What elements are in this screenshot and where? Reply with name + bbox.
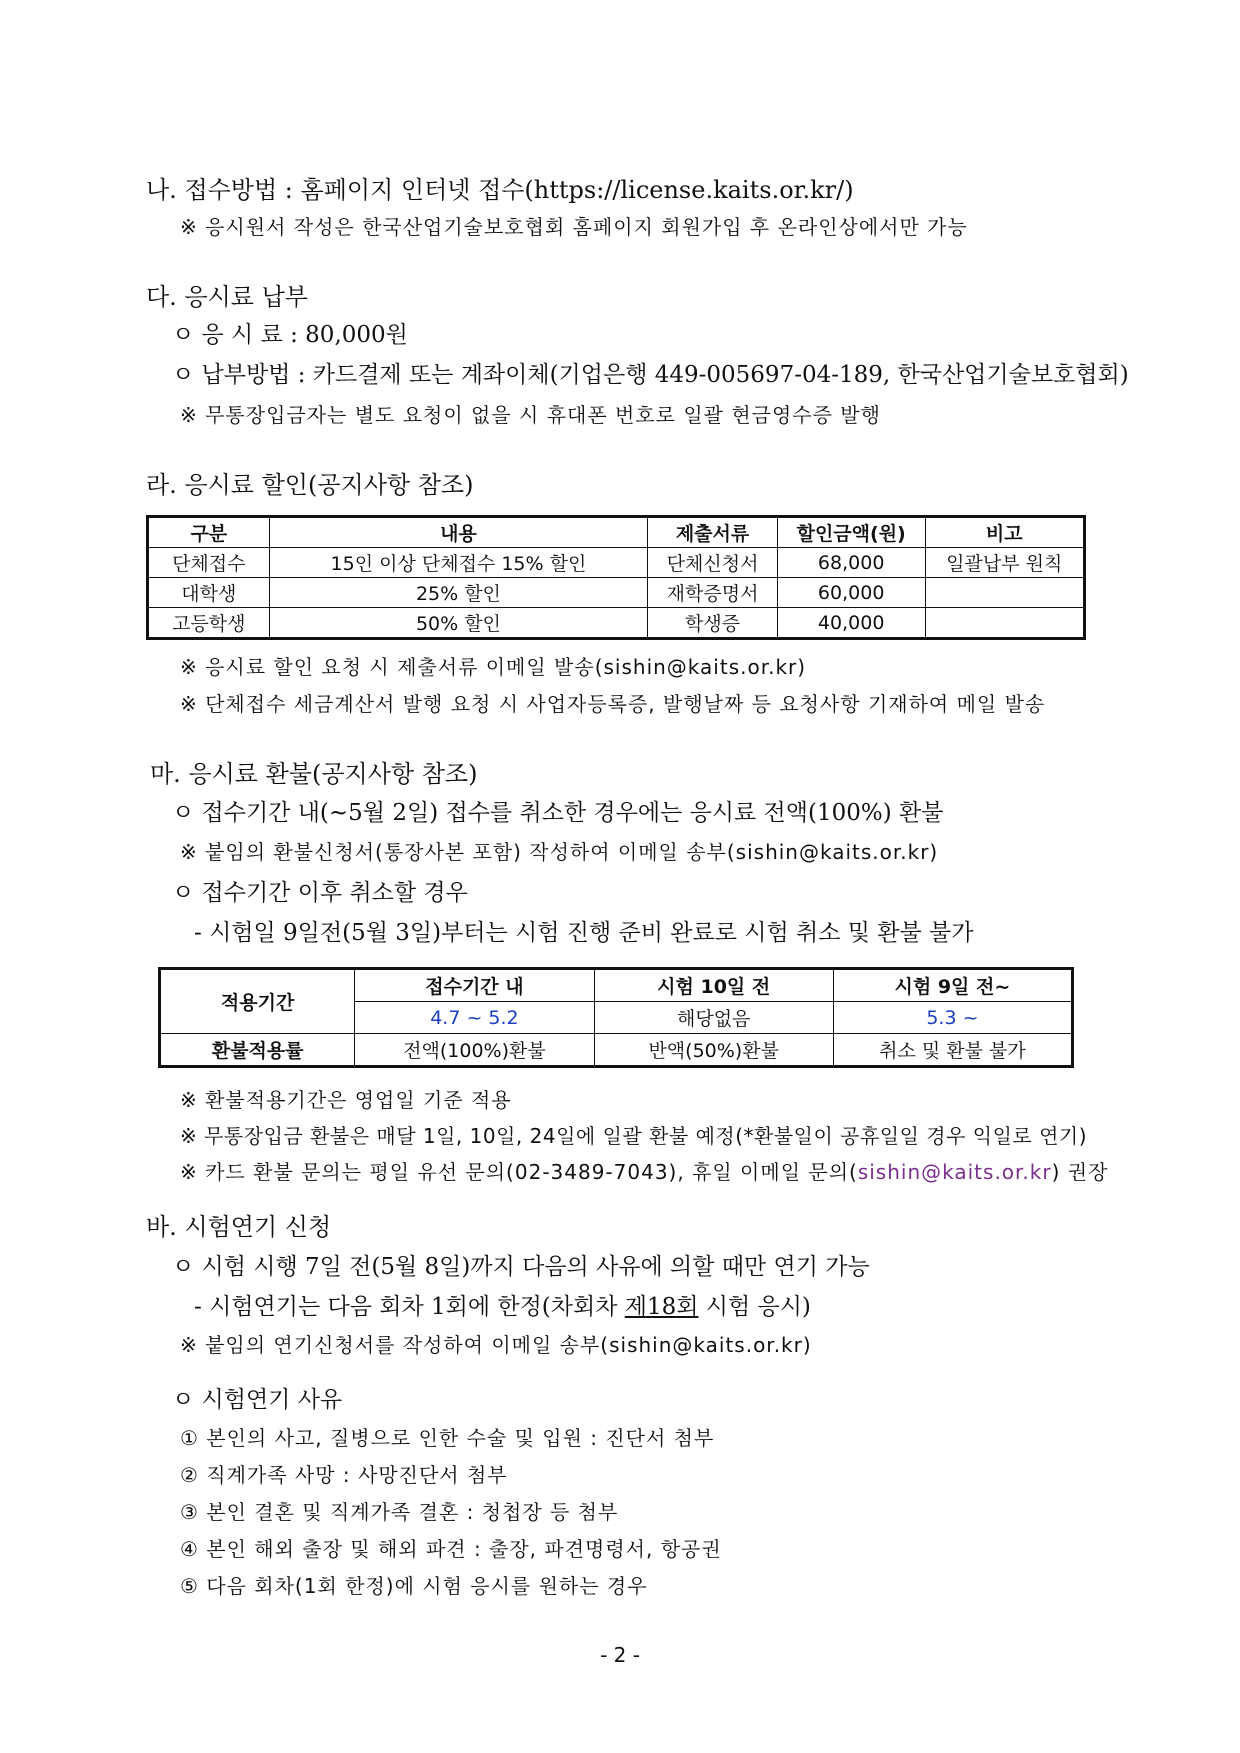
table-cell: 단체접수: [148, 548, 270, 578]
table-cell: 50% 할인: [269, 608, 648, 639]
note-ra-2: ※ 단체접수 세금계산서 발행 요청 시 사업자등록증, 발행날짜 등 요청사항 기재하여 메일 발송: [180, 692, 1046, 716]
refund-period-label: 적용기간: [160, 969, 355, 1034]
refund-col-header: 접수기간 내: [355, 969, 594, 1002]
postpone-reason-title: ㅇ 시험연기 사유: [172, 1387, 343, 1413]
note-ma-1: ※ 붙임의 환불신청서(통장사본 포함) 작성하여 이메일 송부(sishin@kaits.or.kr): [180, 840, 939, 864]
page-number: - 2 -: [600, 1643, 640, 1667]
round-number: 제18회: [624, 1294, 699, 1320]
postpone-reason: ① 본인의 사고, 질병으로 인한 수술 및 입원 : 진단서 첨부: [180, 1426, 715, 1450]
section-heading-ra: 라. 응시료 할인(공지사항 참조): [146, 471, 474, 499]
postpone-sub-text: - 시험연기는 다음 회차 1회에 한정(차회차: [194, 1294, 625, 1320]
postpone-item-1: ㅇ 시험 시행 7일 전(5월 8일)까지 다음의 사유에 의할 때만 연기 가능: [172, 1254, 870, 1280]
refund-table: [158, 967, 1074, 1068]
table-cell: 40,000: [777, 608, 925, 639]
table-cell: [925, 578, 1085, 608]
refund-col-header: 시험 9일 전~: [833, 969, 1072, 1002]
table-row: [160, 969, 1073, 1002]
refund-rate-label: 환불적용률: [160, 1034, 355, 1067]
refund-period-value: 5.3 ~: [833, 1002, 1072, 1034]
discount-header-cell: 할인금액(원): [777, 517, 925, 548]
discount-header-cell: 내용: [269, 517, 648, 548]
table-row: [148, 578, 1085, 608]
discount-header-cell: 제출서류: [648, 517, 778, 548]
refund-item-1: ㅇ 접수기간 내(~5월 2일) 접수를 취소한 경우에는 응시료 전액(100%) 환불: [172, 800, 944, 826]
table-row: [148, 608, 1085, 639]
note-da: ※ 무통장입금자는 별도 요청이 없을 시 휴대폰 번호로 일괄 현금영수증 발행: [180, 403, 881, 427]
discount-table-header: [148, 517, 1085, 548]
refund-col-header: 시험 10일 전: [594, 969, 833, 1002]
note-ma-4-end: ) 권장: [1051, 1160, 1109, 1184]
table-cell: 대학생: [148, 578, 270, 608]
refund-item-2: ㅇ 접수기간 이후 취소할 경우: [172, 880, 468, 906]
postpone-reason: ⑤ 다음 회차(1회 한정)에 시험 응시를 원하는 경우: [180, 1574, 648, 1598]
note-ma-4-text: ※ 카드 환불 문의는 평일 유선 문의(02-3489-7043), 휴일 이메일 문의(: [180, 1160, 858, 1184]
fee-line: ㅇ 응 시 료 : 80,000원: [172, 322, 408, 348]
note-ra-1: ※ 응시료 할인 요청 시 제출서류 이메일 발송(sishin@kaits.or.kr): [180, 655, 807, 679]
table-cell: 재학증명서: [648, 578, 778, 608]
discount-header-cell: 비고: [925, 517, 1085, 548]
table-cell: 학생증: [648, 608, 778, 639]
note-ma-2: ※ 환불적용기간은 영업일 기준 적용: [180, 1088, 512, 1112]
section-heading-ba: 바. 시험연기 신청: [146, 1213, 332, 1241]
table-cell: 일괄납부 원칙: [925, 548, 1085, 578]
refund-rate-value: 취소 및 환불 불가: [833, 1034, 1072, 1067]
postpone-reason: ④ 본인 해외 출장 및 해외 파견 : 출장, 파견명령서, 항공권: [180, 1537, 722, 1561]
table-cell: 25% 할인: [269, 578, 648, 608]
refund-rate-value: 반액(50%)환불: [594, 1034, 833, 1067]
refund-rate-value: 전액(100%)환불: [355, 1034, 594, 1067]
postpone-reason: ② 직계가족 사망 : 사망진단서 첨부: [180, 1463, 508, 1487]
payment-method-line: ㅇ 납부방법 : 카드결제 또는 계좌이체(기업은행 449-005697-04-189, 한국산업기술보호협회): [172, 362, 1129, 388]
postpone-sub-1: [194, 1294, 811, 1322]
section-heading-ma: 마. 응시료 환불(공지사항 참조): [150, 760, 478, 788]
table-cell: 단체신청서: [648, 548, 778, 578]
table-row: [160, 1034, 1073, 1067]
discount-table: [146, 515, 1086, 640]
table-cell: [925, 608, 1085, 639]
note-ma-3: ※ 무통장입금 환불은 매달 1일, 10일, 24일에 일괄 환불 예정(*환불일이 공휴일일 경우 익일로 연기): [180, 1124, 1088, 1148]
table-cell: 68,000: [777, 548, 925, 578]
email-link[interactable]: sishin@kaits.or.kr: [857, 1160, 1052, 1184]
note-na: ※ 응시원서 작성은 한국산업기술보호협회 홈페이지 회원가입 후 온라인상에서만 가능: [180, 215, 968, 239]
refund-period-value: 해당없음: [594, 1002, 833, 1034]
table-cell: 60,000: [777, 578, 925, 608]
postpone-sub-end: 시험 응시): [698, 1294, 811, 1320]
discount-header-cell: 구분: [148, 517, 270, 548]
note-ma-4: [180, 1160, 1108, 1184]
section-heading-da: 다. 응시료 납부: [146, 283, 308, 311]
section-heading-na: 나. 접수방법 : 홈페이지 인터넷 접수(https://license.kaits.or.kr/): [146, 176, 854, 204]
refund-period-value: 4.7 ~ 5.2: [355, 1002, 594, 1034]
table-cell: 15인 이상 단체접수 15% 할인: [269, 548, 648, 578]
table-row: [148, 548, 1085, 578]
note-ba: ※ 붙임의 연기신청서를 작성하여 이메일 송부(sishin@kaits.or.kr): [180, 1333, 812, 1357]
table-cell: 고등학생: [148, 608, 270, 639]
postpone-reason: ③ 본인 결혼 및 직계가족 결혼 : 청첩장 등 첨부: [180, 1500, 619, 1524]
refund-sub-2: - 시험일 9일전(5월 3일)부터는 시험 진행 준비 완료로 시험 취소 및 환불 불가: [194, 920, 974, 946]
